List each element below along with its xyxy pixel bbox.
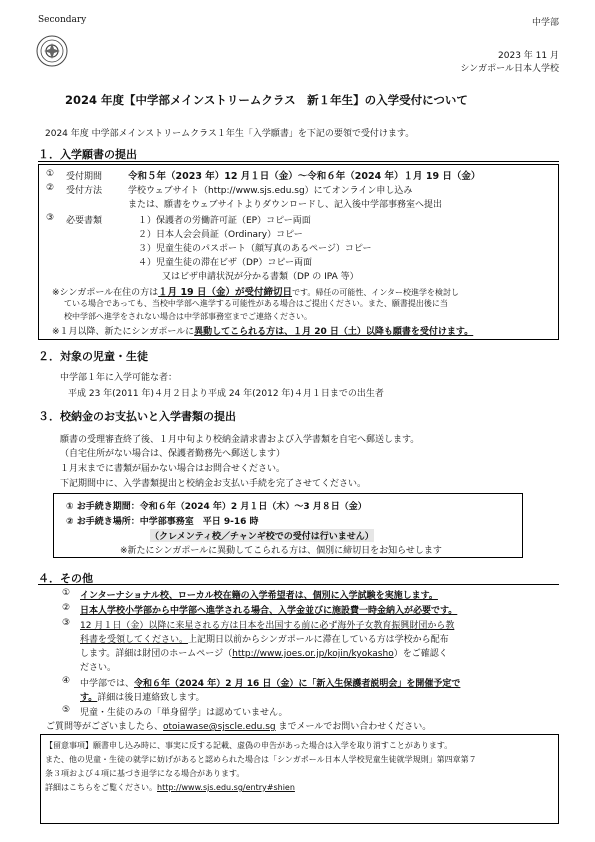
section2-line: 中学部１年に入学可能な者：	[60, 373, 178, 383]
row2-value: 学校ウェブサイト（http://www.sjs.edu.sg）にてオンライン申し込み	[128, 186, 413, 196]
item-3-cont: ださい。	[80, 663, 117, 673]
procedure-place: ② お手続き場所：中学部事務室 平日 9-16 時	[66, 517, 259, 527]
section3-line: （自宅住所がない場合は、保護者勤務先へ郵送します）	[60, 449, 286, 459]
note1: ※シンガポール在住の方は１月 19 日（金）が受付締切日です。帰任の可能性、インター校進学を検討し	[52, 287, 460, 298]
section1-heading: １．入学願書の提出	[38, 148, 137, 161]
issue-date: 2023 年 11 月	[498, 51, 559, 61]
notice-line: 条３項および４項に基づき退学になる場合があります。	[45, 769, 245, 778]
item-5: 児童・生徒のみの「単身留学」は認めていません。	[80, 708, 288, 718]
note1-cont: ている場合であっても、当校中学部へ進学する可能性がある場合はご提出ください。また、願書提出後に当	[64, 299, 448, 308]
doc-note: 又はビザ申請状況が分かる書類（DP の IPA 等）	[162, 272, 359, 282]
item-2: 日本人学校小学部から中学部へ進学される場合、入学金並びに施設費一時金納入が必要です。	[80, 606, 458, 616]
divider	[38, 584, 559, 585]
contact-email-link[interactable]: otoiawase@sjscle.edu.sg	[163, 722, 276, 732]
procedure-note: ※新たにシンガポールに異動してこられる方は、個別に締切日をお知らせします	[120, 546, 442, 556]
section3-line: 下記期間中に、入学書類提出と校納金お支払い手続を完了させてください。	[60, 479, 367, 489]
kyokasho-link[interactable]: http://www.joes.or.jp/kojin/kyokasho	[232, 649, 394, 659]
row1-num: ①	[46, 169, 55, 179]
item-3-cont: 科書を受領してください。上記期日以前からシンガポールに滞在している方は学校から配布	[80, 635, 449, 645]
item-1: インターナショナル校、ローカル校在籍の入学希望者は、個別に入学試験を実施します。	[80, 591, 438, 601]
dept-label: 中学部	[531, 18, 559, 28]
section2-line: 平成 23 年(2011 年)４月２日より平成 24 年(2012 年)４月１日までの出生者	[68, 389, 384, 399]
procedure-period: ① お手続き期間：令和６年（2024 年）2 月１日（木）～3 月８日（金）	[66, 502, 367, 512]
item-4: 中学部では、令和６年（2024 年）2 月 16 日（金）に「新入生保護者説明会」を開催予定で	[80, 679, 461, 689]
school-name: シンガポール日本人学校	[460, 64, 559, 74]
row3-num: ③	[46, 213, 55, 223]
item-4-cont: す。詳細は後日連絡致します。	[80, 693, 205, 703]
school-tag: Secondary	[38, 15, 87, 25]
notice-line: 詳細はこちらをご覧ください。http://www.sjs.edu.sg/entry#shien	[45, 783, 295, 792]
doc-item: ４）児童生徒の滞在ビザ（DP）コピー両面	[138, 258, 312, 268]
section3-heading: ３．校納金のお支払いと入学書類の提出	[38, 410, 236, 423]
row2-num: ②	[46, 183, 55, 193]
procedure-place-note: （クレメンティ校／チャンギ校での受付は行いません）	[150, 529, 374, 542]
row1-value: 令和５年（2023 年）12 月１日（金）～令和６年（2024 年）１月 19 日（金）	[128, 171, 481, 182]
row3-label: 必要書類	[66, 216, 103, 226]
notice-line: また、他の児童・生徒の就学に妨げがあると認められた場合は「シンガポール日本人学校児童生徒就学規則」第四章第７	[45, 755, 477, 764]
note2: ※１月以降、新たにシンガポールに異動してこられる方は、１月 20 日（土）以降も願書を受付けます。	[52, 327, 474, 337]
item-num: ⑤	[62, 705, 71, 715]
note1-cont: 校中学部へ進学をされない場合は中学部事務室までご連絡ください。	[64, 312, 312, 321]
notice-line: 【留意事項】願書申し込み時に、事実に反する記載、虚偽の申告があった場合は入学を取り消すことがあります。	[45, 741, 453, 750]
row2-label: 受付方法	[66, 186, 103, 196]
doc-item: １）保護者の労働許可証（EP）コピー両面	[138, 216, 311, 226]
item-num: ①	[62, 588, 71, 598]
row2-value-2: または、願書をウェブサイトよりダウンロードし、記入後中学部事務室へ提出	[128, 200, 443, 210]
page-title: 2024 年度【中学部メインストリームクラス 新１年生】の入学受付について	[65, 93, 468, 107]
doc-item: ２）日本人会会員証（Ordinary）コピー	[138, 230, 303, 240]
item-num: ④	[62, 676, 71, 686]
row1-label: 受付期間	[66, 172, 103, 182]
section3-line: 願書の受理審査終了後、１月中旬より校納金請求書および入学書類を自宅へ郵送します。	[60, 435, 420, 445]
section4-heading: ４．その他	[38, 572, 93, 585]
entry-link[interactable]: http://www.sjs.edu.sg/entry#shien	[157, 783, 295, 792]
contact-line: ご質問等がございましたら、otoiawase@sjscle.edu.sg までメールでお問い合わせください。	[46, 722, 432, 732]
section3-line: １月末までに書類が届かない場合はお問合せください。	[60, 464, 286, 474]
section2-heading: ２．対象の児童・生徒	[38, 350, 148, 363]
school-logo	[36, 35, 68, 67]
item-num: ②	[62, 603, 71, 613]
item-3: 12 月１日（金）以降に来星される方は日本を出国する前に必ず海外子女教育振興財団から教	[80, 621, 455, 631]
divider	[38, 161, 559, 162]
item-3-cont: します。詳細は財団のホームページ（http://www.joes.or.jp/kojin/kyokasho）をご確認く	[80, 649, 448, 659]
item-num: ③	[62, 618, 71, 628]
doc-item: ３）児童生徒のパスポート（顔写真のあるページ）コピー	[138, 244, 372, 254]
intro-text: 2024 年度 中学部メインストリームクラス１年生「入学願書」を下記の要領で受付けます。	[45, 129, 415, 139]
